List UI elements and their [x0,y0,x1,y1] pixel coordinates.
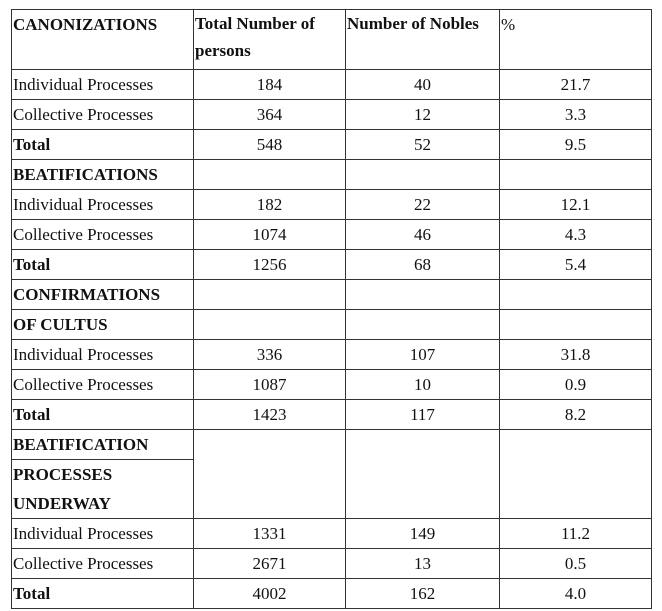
row-label: Individual Processes [12,519,194,549]
empty-cell [346,160,500,190]
total-row [12,400,652,430]
cell-nobles: 162 [346,579,500,609]
cell-total-persons: 2671 [194,549,346,579]
header-total-persons [194,10,346,70]
cell-nobles: 107 [346,340,500,370]
cell-nobles: 46 [346,220,500,250]
table-row [12,370,652,400]
header-percent: % [500,10,652,70]
cell-percent: 8.2 [500,400,652,430]
cell-nobles: 40 [346,70,500,100]
total-row [12,250,652,280]
cell-percent: 0.5 [500,549,652,579]
cell-total-persons: 1074 [194,220,346,250]
section-title [12,280,194,340]
table-row [12,100,652,130]
table-row [12,519,652,549]
cell-percent: 4.3 [500,220,652,250]
section-title-line: OF CULTUS [13,315,108,334]
total-row [12,579,652,609]
empty-cell [500,280,652,340]
cell-total-persons: 1423 [194,400,346,430]
section-title [12,160,194,190]
row-label: Individual Processes [12,340,194,370]
section-title-row [12,280,652,340]
statistics-table [11,9,652,609]
cell-percent: 0.9 [500,370,652,400]
header-row [12,10,652,70]
table-row [12,220,652,250]
cell-nobles: 68 [346,250,500,280]
table-body [12,10,652,609]
section-title [12,430,194,519]
cell-total-persons: 182 [194,190,346,220]
row-label: Total [12,579,194,609]
cell-nobles: 117 [346,400,500,430]
row-label: Individual Processes [12,70,194,100]
empty-cell [346,280,500,340]
cell-nobles: 52 [346,130,500,160]
table-row [12,549,652,579]
cell-total-persons: 364 [194,100,346,130]
section-title-row [12,160,652,190]
cell-percent: 5.4 [500,250,652,280]
empty-cell [500,430,652,519]
cell-nobles: 13 [346,549,500,579]
section-title-line: BEATIFICATIONS [13,165,158,184]
empty-cell [194,160,346,190]
cell-percent: 21.7 [500,70,652,100]
cell-nobles: 12 [346,100,500,130]
cell-percent: 12.1 [500,190,652,220]
cell-total-persons: 1331 [194,519,346,549]
table-row [12,70,652,100]
row-label: Total [12,400,194,430]
cell-nobles: 149 [346,519,500,549]
row-label: Individual Processes [12,190,194,220]
cell-total-persons: 4002 [194,579,346,609]
row-label: Collective Processes [12,220,194,250]
cell-percent: 9.5 [500,130,652,160]
row-label: Collective Processes [12,549,194,579]
section-title-line: PROCESSES UNDERWAY [13,465,113,513]
cell-total-persons: 336 [194,340,346,370]
row-label: Total [12,250,194,280]
cell-total-persons: 184 [194,70,346,100]
empty-cell [194,430,346,519]
header-number-nobles-text: Number of Nobles [347,14,479,33]
section-title-line: BEATIFICATION [12,430,193,460]
cell-total-persons: 1087 [194,370,346,400]
total-row [12,130,652,160]
row-label: Collective Processes [12,100,194,130]
empty-cell [346,430,500,519]
empty-cell [194,280,346,340]
empty-cell [500,160,652,190]
header-canonizations: CANONIZATIONS [12,10,194,70]
header-total-persons-text: Total Number of persons [195,14,315,60]
cell-nobles: 10 [346,370,500,400]
table-row [12,340,652,370]
cell-total-persons: 1256 [194,250,346,280]
section-title-line: CONFIRMATIONS [12,280,193,310]
row-label: Total [12,130,194,160]
table-row [12,190,652,220]
cell-percent: 31.8 [500,340,652,370]
row-label: Collective Processes [12,370,194,400]
cell-total-persons: 548 [194,130,346,160]
header-number-nobles [346,10,500,70]
cell-percent: 3.3 [500,100,652,130]
cell-percent: 11.2 [500,519,652,549]
cell-nobles: 22 [346,190,500,220]
cell-divider [194,309,345,310]
cell-divider [500,309,651,310]
cell-percent: 4.0 [500,579,652,609]
section-title-row [12,430,652,519]
cell-divider [346,309,499,310]
